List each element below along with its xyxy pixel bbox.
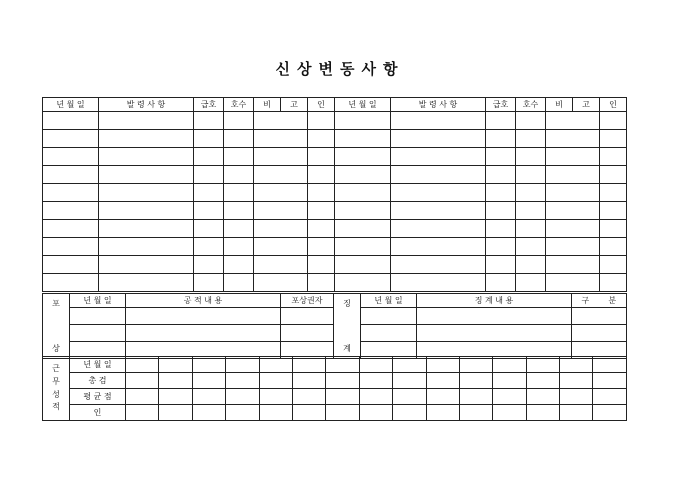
attendance-row-label: 년 월 일 bbox=[70, 357, 126, 373]
history-row bbox=[43, 112, 627, 130]
header-order-2: 발 령 사 항 bbox=[391, 98, 486, 112]
header-seal-2: 인 bbox=[600, 98, 627, 112]
discipline-header-content: 징 계 내 용 bbox=[417, 294, 572, 308]
history-row bbox=[43, 202, 627, 220]
reward-header-date: 년 월 일 bbox=[70, 294, 126, 308]
header-remark-3: 비 bbox=[546, 98, 573, 112]
history-body bbox=[43, 112, 627, 292]
attendance-row bbox=[43, 389, 627, 405]
attendance-row-label: 총 검 bbox=[70, 373, 126, 389]
history-row bbox=[43, 274, 627, 292]
attendance-row bbox=[43, 357, 627, 373]
history-row bbox=[43, 238, 627, 256]
reward-label-2: 상 bbox=[52, 344, 60, 354]
history-row bbox=[43, 184, 627, 202]
header-date-2: 년 월 일 bbox=[335, 98, 391, 112]
attendance-body bbox=[43, 357, 627, 421]
reward-side-label bbox=[43, 294, 70, 359]
discipline-header-date: 년 월 일 bbox=[361, 294, 417, 308]
attendance-side-label bbox=[43, 357, 70, 421]
history-table bbox=[42, 97, 627, 292]
header-remark-4: 고 bbox=[573, 98, 600, 112]
history-row bbox=[43, 256, 627, 274]
attendance-row-label: 평 균 점 bbox=[70, 389, 126, 405]
reward-label-1: 포 bbox=[52, 298, 60, 308]
header-step: 호수 bbox=[224, 98, 254, 112]
header-grade: 급호 bbox=[194, 98, 224, 112]
header-remark-1: 비 bbox=[254, 98, 281, 112]
reward-header-content: 공 적 내 용 bbox=[126, 294, 281, 308]
header-order: 발 령 사 항 bbox=[99, 98, 194, 112]
header-grade-2: 급호 bbox=[486, 98, 516, 112]
attendance-table bbox=[42, 356, 627, 421]
history-header-row bbox=[43, 98, 627, 112]
discipline-header-type-1: 구 bbox=[572, 294, 599, 308]
attendance-side-char: 무 bbox=[52, 376, 60, 386]
attendance-side-char: 적 bbox=[52, 402, 60, 412]
attendance-row bbox=[43, 405, 627, 421]
discipline-header-type-2: 분 bbox=[599, 294, 627, 308]
reward-discipline-table bbox=[42, 293, 627, 359]
reward-header-giver: 포상권자 bbox=[281, 294, 334, 308]
attendance-row-label: 인 bbox=[70, 405, 126, 421]
history-row bbox=[43, 130, 627, 148]
page-title: 신상변동사항 bbox=[275, 60, 405, 78]
header-remark-2: 고 bbox=[281, 98, 308, 112]
header-date: 년 월 일 bbox=[43, 98, 99, 112]
header-step-2: 호수 bbox=[516, 98, 546, 112]
header-seal: 인 bbox=[308, 98, 335, 112]
reward-header-row bbox=[43, 294, 627, 308]
history-row bbox=[43, 166, 627, 184]
attendance-side-char: 근 bbox=[52, 363, 60, 373]
attendance-side-char: 성 bbox=[52, 389, 60, 399]
discipline-label-2: 계 bbox=[343, 344, 351, 354]
history-row bbox=[43, 148, 627, 166]
discipline-side-label bbox=[334, 294, 361, 359]
discipline-label-1: 징 bbox=[343, 298, 351, 308]
history-row bbox=[43, 220, 627, 238]
attendance-row bbox=[43, 373, 627, 389]
